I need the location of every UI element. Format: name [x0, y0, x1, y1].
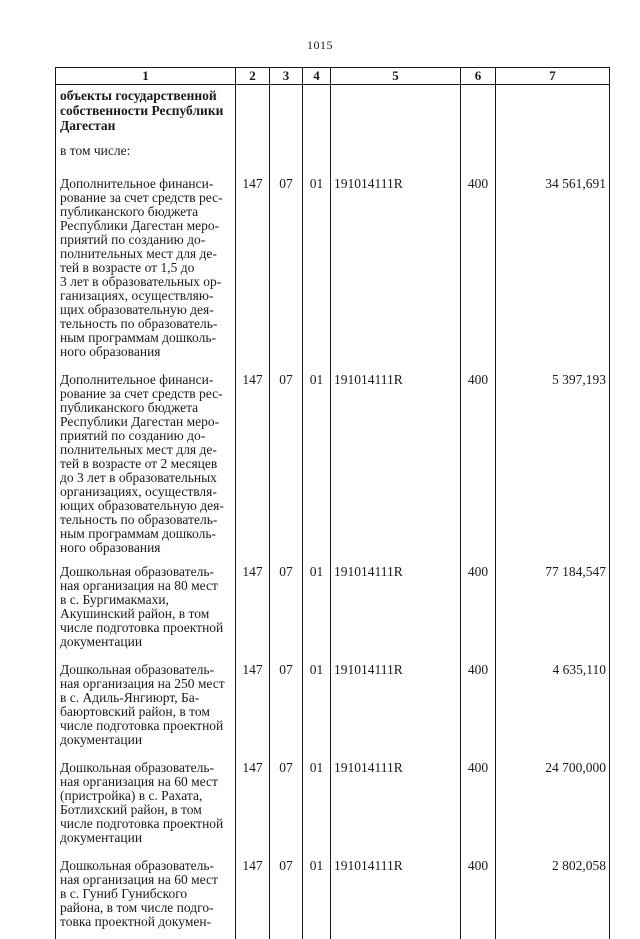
- row-subsection-2-code: 01: [303, 167, 331, 359]
- description-line: документации: [60, 635, 233, 649]
- row-section-code: 147: [236, 167, 270, 359]
- description-line: Дошкольная образователь-: [60, 859, 233, 873]
- row-description: [56, 167, 236, 359]
- header-col-1: 1: [56, 68, 236, 85]
- row-expense-type: 400: [461, 167, 496, 359]
- empty-cell: [270, 85, 303, 168]
- section-title: [60, 85, 233, 133]
- description-line: ная организация на 60 мест: [60, 775, 233, 789]
- table-row: [56, 359, 610, 555]
- description-line: баюртовский район, в том: [60, 705, 233, 719]
- table-row: [56, 555, 610, 653]
- description-line: ного образования: [60, 345, 233, 359]
- row-expense-type: 400: [461, 849, 496, 939]
- header-col-4: 4: [303, 68, 331, 85]
- table-body: [56, 85, 610, 939]
- description-line: до 3 лет в образовательных: [60, 471, 233, 485]
- row-amount: 5 397,193: [496, 359, 610, 555]
- description-line: публиканского бюджета: [60, 401, 233, 415]
- table-row: [56, 653, 610, 751]
- row-amount: 24 700,000: [496, 751, 610, 849]
- description-line: в с. Бургимакмахи,: [60, 593, 233, 607]
- empty-cell: [496, 85, 610, 168]
- budget-table: [55, 67, 610, 939]
- section-subtitle: в том числе:: [60, 144, 233, 158]
- row-section-code: 147: [236, 849, 270, 939]
- description-line: ная организация на 60 мест: [60, 873, 233, 887]
- row-subsection-code: 07: [270, 849, 303, 939]
- row-subsection-2-code: 01: [303, 555, 331, 653]
- row-subsection-code: 07: [270, 167, 303, 359]
- description-line: товка проектной докумен-: [60, 915, 233, 929]
- description-line: организациях, осуществля-: [60, 485, 233, 499]
- budget-table-wrapper: [55, 67, 609, 905]
- row-description: [56, 751, 236, 849]
- row-target-code: 191014111R: [331, 849, 461, 939]
- description-line: Дополнительное финанси-: [60, 177, 233, 191]
- description-line: тельность по образователь-: [60, 513, 233, 527]
- row-expense-type: 400: [461, 653, 496, 751]
- table-row: [56, 751, 610, 849]
- row-subsection-code: 07: [270, 359, 303, 555]
- description-line: полнительных мест для де-: [60, 247, 233, 261]
- description-line: документации: [60, 733, 233, 747]
- row-subsection-code: 07: [270, 653, 303, 751]
- row-expense-type: 400: [461, 359, 496, 555]
- row-description: [56, 555, 236, 653]
- description-line: (пристройка) в с. Рахата,: [60, 789, 233, 803]
- description-line: числе подготовка проектной: [60, 719, 233, 733]
- header-col-3: 3: [270, 68, 303, 85]
- row-expense-type: 400: [461, 555, 496, 653]
- row-description: [56, 849, 236, 939]
- description-line: Акушинский район, в том: [60, 607, 233, 621]
- description-line: ная организация на 80 мест: [60, 579, 233, 593]
- row-target-code: 191014111R: [331, 653, 461, 751]
- row-amount: 4 635,110: [496, 653, 610, 751]
- description-line: публиканского бюджета: [60, 205, 233, 219]
- description-line: приятий по созданию до-: [60, 429, 233, 443]
- description-line: щих образовательную дея-: [60, 303, 233, 317]
- description-line: Республики Дагестан меро-: [60, 219, 233, 233]
- description-line: ющих образовательную дея-: [60, 499, 233, 513]
- header-block-cell: [56, 85, 236, 168]
- header-block-row: [56, 85, 610, 168]
- row-subsection-code: 07: [270, 751, 303, 849]
- empty-cell: [461, 85, 496, 168]
- header-row: [56, 68, 610, 85]
- row-section-code: 147: [236, 359, 270, 555]
- description-line: в с. Адиль-Янгиюрт, Ба-: [60, 691, 233, 705]
- header-col-6: 6: [461, 68, 496, 85]
- row-target-code: 191014111R: [331, 555, 461, 653]
- row-section-code: 147: [236, 555, 270, 653]
- empty-cell: [331, 85, 461, 168]
- header-col-5: 5: [331, 68, 461, 85]
- description-line: ным программам дошколь-: [60, 331, 233, 345]
- description-line: рование за счет средств рес-: [60, 191, 233, 205]
- row-target-code: 191014111R: [331, 167, 461, 359]
- row-amount: 34 561,691: [496, 167, 610, 359]
- description-line: тельность по образователь-: [60, 317, 233, 331]
- description-line: ного образования: [60, 541, 233, 555]
- description-line: в с. Гуниб Гунибского: [60, 887, 233, 901]
- row-section-code: 147: [236, 751, 270, 849]
- description-line: Республики Дагестан меро-: [60, 415, 233, 429]
- table-row: [56, 167, 610, 359]
- row-section-code: 147: [236, 653, 270, 751]
- description-line: района, в том числе подго-: [60, 901, 233, 915]
- row-amount: 77 184,547: [496, 555, 610, 653]
- row-target-code: 191014111R: [331, 751, 461, 849]
- description-line: полнительных мест для де-: [60, 443, 233, 457]
- section-title-line: объекты государственной: [60, 88, 233, 103]
- description-line: числе подготовка проектной: [60, 621, 233, 635]
- row-subsection-2-code: 01: [303, 653, 331, 751]
- section-title-line: Дагестан: [60, 118, 233, 133]
- page-number: 1015: [0, 38, 640, 53]
- row-subsection-2-code: 01: [303, 849, 331, 939]
- row-subsection-code: 07: [270, 555, 303, 653]
- description-line: рование за счет средств рес-: [60, 387, 233, 401]
- row-description: [56, 359, 236, 555]
- table-row: [56, 849, 610, 939]
- description-line: ная организация на 250 мест: [60, 677, 233, 691]
- description-line: Дополнительное финанси-: [60, 373, 233, 387]
- row-amount: 2 802,058: [496, 849, 610, 939]
- header-col-2: 2: [236, 68, 270, 85]
- description-line: документации: [60, 831, 233, 845]
- description-line: ганизациях, осуществляю-: [60, 289, 233, 303]
- row-target-code: 191014111R: [331, 359, 461, 555]
- section-title-line: собственности Республики: [60, 103, 233, 118]
- description-line: Ботлихский район, в том: [60, 803, 233, 817]
- description-line: Дошкольная образователь-: [60, 761, 233, 775]
- description-line: Дошкольная образователь-: [60, 565, 233, 579]
- row-expense-type: 400: [461, 751, 496, 849]
- description-line: 3 лет в образовательных ор-: [60, 275, 233, 289]
- description-line: Дошкольная образователь-: [60, 663, 233, 677]
- description-line: числе подготовка проектной: [60, 817, 233, 831]
- description-line: приятий по созданию до-: [60, 233, 233, 247]
- row-subsection-2-code: 01: [303, 359, 331, 555]
- description-line: тей в возрасте от 2 месяцев: [60, 457, 233, 471]
- empty-cell: [303, 85, 331, 168]
- description-line: тей в возрасте от 1,5 до: [60, 261, 233, 275]
- description-line: ным программам дошколь-: [60, 527, 233, 541]
- header-col-7: 7: [496, 68, 610, 85]
- row-description: [56, 653, 236, 751]
- row-subsection-2-code: 01: [303, 751, 331, 849]
- empty-cell: [236, 85, 270, 168]
